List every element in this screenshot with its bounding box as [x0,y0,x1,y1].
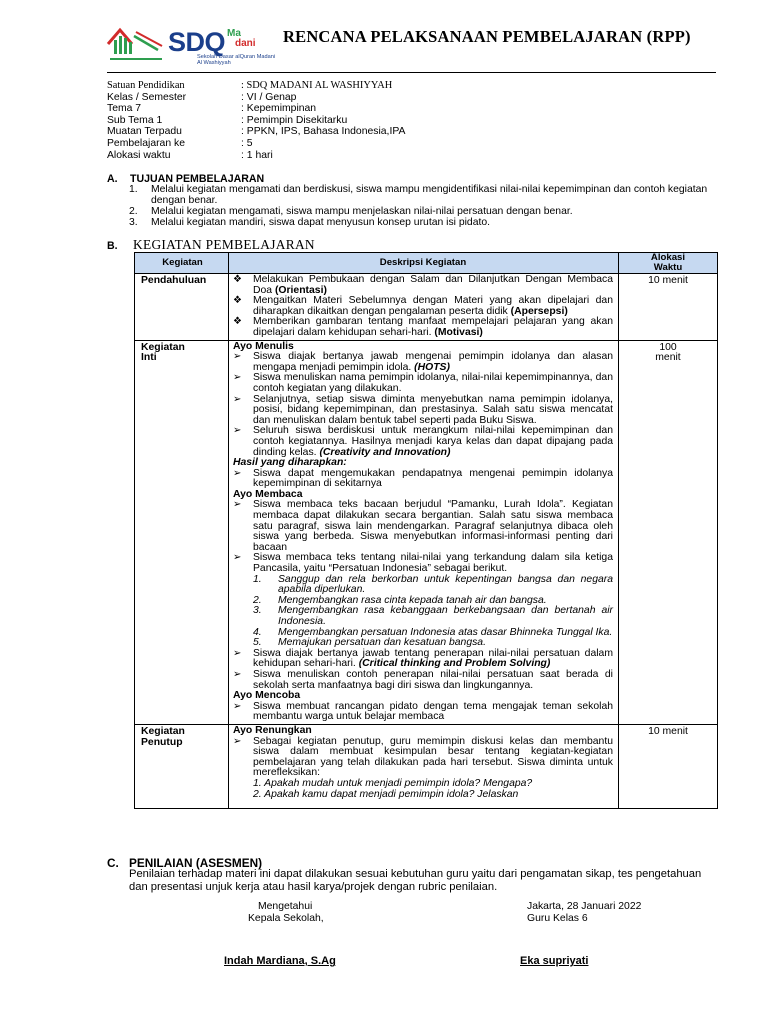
section-c-title: PENILAIAN (ASESMEN) [129,856,263,870]
section-b-title: KEGIATAN PEMBELAJARAN [133,237,315,252]
identity-value: : PPKN, IPS, Bahasa Indonesia,IPA [241,126,406,138]
header-divider [107,72,716,73]
objective-text: Melalui kegiatan mengamati dan berdiskusi, siswa mampu mengidentifikasi nilai-nilai kepemimpinan dan contoh kegiatan dengan benar. [151,184,708,206]
nilai-number: 4. [253,626,262,638]
arrow-bullet-icon: ➢ [233,499,242,511]
nilai-text: Memajukan persatuan dan kesatuan bangsa. [278,637,486,649]
pendahuluan-time: 10 menit [648,275,688,286]
hasil-heading: Hasil yang diharapkan: [233,457,347,469]
hasil-item-text: Siswa dapat mengemukakan pendapatnya mengenai pemimpin idolanya kepemimpinan di sekitarnya [253,467,613,490]
row-label-inti-1: Kegiatan [141,341,185,353]
menulis-item-tag: (Creativity and Innovation) [319,446,451,458]
ayo-renungkan-heading: Ayo Renungkan [233,724,312,736]
nilai-number: 2. [253,594,262,606]
reflection-question-1: 1. Apakah mudah untuk menjadi pemimpin idola? Mengapa? [253,777,533,789]
activities-table [134,252,718,809]
header-alokasi-1: Alokasi [650,252,686,263]
menulis-item-text: Seluruh siswa berdiskusi untuk merangkum nilai-nilai kepemimpinan dan contoh kegiatannya. Hasilnya menjadi karya kelas dan dapat dipajang pada dinding kelas. [253,425,613,458]
objective-number: 2. [129,206,138,217]
menulis-item-text: Siswa diajak bertanya jawab mengenai pemimpin idolanya dan alasan mengapa menjadi pemimpin idola. [253,351,613,373]
signature-right-line-1: Jakarta, 28 Januari 2022 [527,901,642,912]
signature-right-line-2: Guru Kelas 6 [527,913,588,924]
nilai-number: 5. [253,637,262,649]
row-label-penutup [135,725,229,808]
identity-value: : Kepemimpinan [241,103,317,115]
nilai-number: 1. [253,573,262,585]
nilai-list [233,575,613,649]
mencoba-item-1-text: Siswa membuat rancangan pidato dengan tema mengajak teman sekolah membantu warga untuk belajar membaca [253,700,613,723]
logo-caption [197,54,275,66]
inti-time-1: 100 [659,341,677,353]
header-alokasi-2: Waktu [653,261,683,273]
menulis-item [233,352,613,373]
assessment-body: Penilaian terhadap materi ini dapat dilakukan sesuai kebutuhan guru yaitu dari pengamatan sikap, tes pengetahuan dan presentasi unjuk kerja atau hasil karya/projek dengan rubric penilaian. [129,868,702,893]
row-label-penutup-2: Penutup [141,736,183,748]
nilai-text: Sanggup dan rela berkorban untuk kepentingan bangsa dan negara apabila diperlukan. [278,573,613,596]
pendahuluan-item-tag: (Orientasi) [274,284,327,296]
identity-key: Muatan Terpadu [107,126,182,138]
row-label-inti [135,341,229,724]
menulis-item [233,395,613,427]
row-label-pendahuluan: Pendahuluan [135,274,229,340]
signature-left-line-1: Mengetahui [258,901,313,912]
identity-key: Satuan Pendidikan [107,80,185,91]
identity-value: : 5 [241,137,253,149]
arrow-bullet-icon: ➢ [233,700,242,712]
penutup-item [233,737,613,779]
pendahuluan-item [233,296,613,317]
signature-right [527,901,641,925]
pendahuluan-item-text: Mengaitkan Materi Sebelumnya dengan Materi yang akan dipelajari dan diharapkan dikaitkan dengan pengalaman peserta didik [253,295,613,317]
objective-item [129,217,719,228]
menulis-item-text: Selanjutnya, setiap siswa diminta menyebutkan nama pemimpin idolanya, posisi, bidang kepemimpinan, dan prestasinya. Salah satu siswa mencatat dan menuliskan dalam bentuk tabel seperti pada Buku Siswa. [253,393,613,426]
section-a-title: TUJUAN PEMBELAJARAN [130,173,265,185]
objective-item [129,184,719,206]
membaca-item-3-tag: (Critical thinking and Problem Solving) [358,658,551,670]
penutup-time: 10 menit [648,725,688,737]
header-kegiatan: Kegiatan [135,253,229,273]
identity-row [107,126,405,138]
objectives-list [129,184,719,228]
arrow-bullet-icon: ➢ [233,425,242,437]
nilai-text: Mengembangkan rasa cinta kepada tanah air dan bangsa. [278,594,547,606]
ayo-menulis-heading: Ayo Menulis [233,340,294,352]
identity-row [107,80,405,92]
diamond-bullet-icon: ❖ [233,316,242,328]
identity-key: Pembelajaran ke [107,137,185,149]
principal-name: Indah Mardiana, S.Ag [224,955,336,967]
membaca-item-3-text: Siswa diajak bertanya jawab tentang penerapan nilai-nilai persatuan dalam kehidupan sehari-hari. [253,647,613,670]
pendahuluan-description [229,274,619,340]
signature-left-line-2: Kepala Sekolah, [248,913,324,924]
header-deskripsi: Deskripsi Kegiatan [229,253,619,273]
logo-dani-text: dani [235,38,256,49]
identity-key: Sub Tema 1 [107,114,163,126]
mencoba-item-1 [233,702,613,723]
menulis-item-tag: (HOTS) [414,361,450,373]
menulis-item [233,426,613,458]
objective-number: 3. [129,217,138,228]
pendahuluan-item [233,317,613,338]
header-alokasi [619,253,717,273]
teacher-name: Eka supriyati [520,955,589,967]
row-label-penutup-1: Kegiatan [141,725,185,737]
menulis-item-text: Siswa menuliskan nama pemimpin idolanya, nilai-nilai kepemimpinannya, dan contoh kegiatan yang dilakukan. [253,372,613,394]
menulis-list [233,352,613,458]
arrow-bullet-icon: ➢ [233,393,242,405]
inti-time-2: menit [655,352,681,364]
logo-sdq-text: SDQ [168,27,226,57]
table-header-row [135,253,717,273]
identity-key: Alokasi waktu [107,149,171,161]
section-c-letter: C. [107,856,119,870]
section-a-letter: A. [107,173,118,185]
diamond-bullet-icon: ❖ [233,274,242,285]
identity-value: : VI / Genap [241,91,297,103]
table-row-pendahuluan [135,273,717,340]
membaca-item-4-text: Siswa menuliskan contoh penerapan nilai-nilai persatuan saat berada di sekolah serta manfaatnya bagi diri siswa dan lingkungannya. [253,668,613,691]
membaca-item-4 [233,670,613,691]
identity-key: Tema 7 [107,103,142,115]
reflection-question-2: 2. Apakah kamu dapat menjadi pemimpin idola? Jelaskan [253,788,519,800]
objective-text: Melalui kegiatan mengamati, siswa mampu menjelaskan nilai-nilai persatuan dengan benar. [151,206,573,217]
penutup-item-text: Sebagai kegiatan penutup, guru memimpin diskusi kelas dan membantu siswa dalam membuat kesimpulan besar tentang kegiatan-kegiatan pembelajaran yang telah dilakukan pada hari tersebut. Siswa diminta untuk merefleksikan: [253,735,613,779]
table-row-penutup [135,724,717,808]
pendahuluan-item-tag: (Apersepsi) [510,305,568,317]
identity-row [107,138,405,150]
arrow-bullet-icon: ➢ [233,372,242,384]
pendahuluan-item-tag: (Motivasi) [434,326,483,338]
nilai-text: Mengembangkan persatuan Indonesia atas dasar Bhinneka Tunggal Ika. [278,626,613,638]
identity-value: : Pemimpin Disekitarku [241,114,348,126]
ayo-mencoba-heading: Ayo Mencoba [233,690,301,702]
row-label-inti-2: Inti [141,352,157,364]
identity-value: : 1 hari [241,149,273,161]
membaca-item-3 [233,649,613,670]
pendahuluan-item [233,275,613,296]
inti-description [229,341,619,724]
objective-number: 1. [129,184,138,195]
signature-left [248,901,324,925]
logo-ma-text: Ma [227,28,241,39]
objective-text: Melalui kegiatan mandiri, siswa dapat menyusun konsep urutan isi pidato. [151,217,491,228]
membaca-item-2 [233,553,613,574]
page-title: RENCANA PELAKSANAAN PEMBELAJARAN (RPP) [283,27,691,46]
membaca-item-2-text: Siswa membaca teks tentang nilai-nilai yang terkandung dalam sila ketiga Pancasila, yaitu “Persatuan Indonesia” sebagai berikut. [253,552,613,575]
nilai-text: Mengembangkan rasa kebanggaan berkebangsaan dan bertanah air Indonesia. [278,605,613,627]
objective-item [129,206,719,217]
identity-key: Kelas / Semester [107,91,187,103]
pendahuluan-item-text: Memberikan gambaran tentang manfaat mempelajari pelajaran yang akan dipelajari dalam kehidupan sehari-hari. [253,316,613,338]
ayo-membaca-heading: Ayo Membaca [233,488,303,500]
membaca-item-1 [233,500,613,553]
arrow-bullet-icon: ➢ [233,647,242,659]
identity-row [107,150,405,162]
identity-value: : SDQ MADANI AL WASHIYYAH [241,80,393,91]
pendahuluan-item-text: Melakukan Pembukaan dengan Salam dan Dilanjutkan Dengan Membaca Doa [253,274,613,296]
hasil-item [233,469,613,490]
identity-row [107,115,405,127]
identity-row [107,92,405,104]
arrow-bullet-icon: ➢ [233,351,242,363]
diamond-bullet-icon: ❖ [233,295,242,307]
logo-caption-1: Sekolah Dasar alQuran Madani [197,54,276,60]
inti-time [619,341,717,724]
logo-caption-2: Al Washiyyah [197,60,231,66]
penutup-description [229,725,619,808]
arrow-bullet-icon: ➢ [233,735,242,747]
membaca-item-1-text: Siswa membaca teks bacaan berjudul “Pamanku, Lurah Idola”. Kegiatan membaca dapat dilakukan secara bergantian. Salah satu siswa membaca satu paragraf, siswa lain mendengarkan. Paragraf selanjutnya dibaca oleh siswa yang berbeda. Siswa menyebutkan informasi-informasi penting dari bacaan [253,499,613,553]
identity-block [107,80,405,161]
identity-row [107,103,405,115]
arrow-bullet-icon: ➢ [233,668,242,680]
section-b-letter: B. [107,240,118,252]
table-row-inti [135,340,717,724]
logo-madani [227,29,256,49]
arrow-bullet-icon: ➢ [233,552,242,564]
nilai-item [233,606,613,627]
arrow-bullet-icon: ➢ [233,467,242,479]
nilai-number: 3. [253,605,262,617]
nilai-item [233,575,613,596]
menulis-item [233,373,613,394]
